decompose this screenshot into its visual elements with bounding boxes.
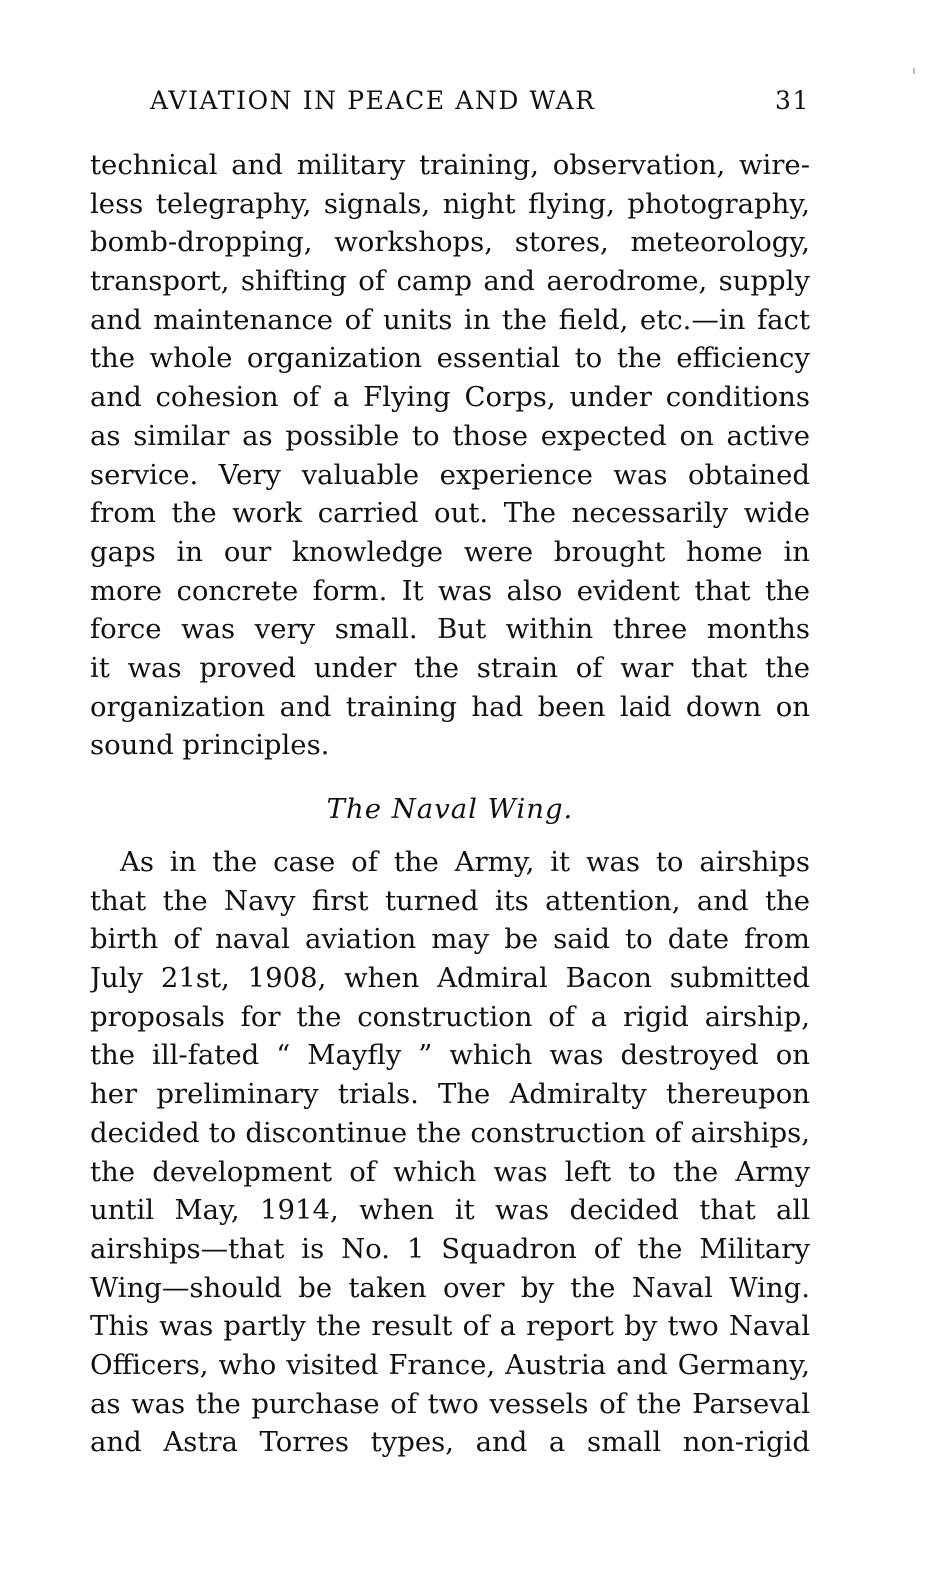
text-line: the development of which was left to the Army xyxy=(90,1155,810,1188)
text-line: and cohesion of a Flying Corps, under conditions xyxy=(90,381,810,414)
text-line: from the work carried out. The necessarily wide xyxy=(90,497,810,530)
text-line: less telegraphy, signals, night flying, photography, xyxy=(90,187,810,220)
section-heading: The Naval Wing. xyxy=(326,793,574,825)
text-line: and maintenance of units in the field, etc.—in fact xyxy=(90,303,810,336)
text-line: until May, 1914, when it was decided that all xyxy=(90,1194,810,1227)
text-line: bomb-dropping, workshops, stores, meteorology, xyxy=(90,226,810,259)
text-line: This was partly the result of a report by two Naval xyxy=(90,1310,810,1343)
paragraph-continued xyxy=(90,146,810,765)
text-line: gaps in our knowledge were brought home in xyxy=(90,535,810,568)
text-line: and Astra Torres types, and a small non-rigid xyxy=(90,1426,810,1459)
text-line: birth of naval aviation may be said to date from xyxy=(90,923,810,956)
text-line: sound principles. xyxy=(90,729,330,762)
text-line: it was proved under the strain of war that the xyxy=(90,651,810,684)
text-line: that the Navy first turned its attention, and the xyxy=(90,884,810,917)
text-line: Wing—should be taken over by the Naval Wing. xyxy=(90,1271,810,1304)
text-line: July 21st, 1908, when Admiral Bacon submitted xyxy=(90,962,810,995)
text-line: her preliminary trials. The Admiralty thereupon xyxy=(90,1078,810,1111)
page-number: 31 xyxy=(774,86,810,115)
text-line: force was very small. But within three months xyxy=(90,613,810,646)
text-line: more concrete form. It was also evident that the xyxy=(90,574,810,607)
running-head-title: AVIATION IN PEACE AND WAR xyxy=(150,86,596,115)
text-line: the ill-fated “ Mayfly ” which was destroyed on xyxy=(90,1039,810,1072)
text-line: proposals for the construction of a rigid airship, xyxy=(90,1000,810,1033)
text-line: As in the case of the Army, it was to airships xyxy=(120,846,810,878)
scan-edge-mark xyxy=(913,68,915,74)
text-line: as similar as possible to those expected on active xyxy=(90,419,810,452)
text-line: organization and training had been laid down on xyxy=(90,690,810,723)
text-line: the whole organization essential to the efficiency xyxy=(90,342,810,375)
text-line: transport, shifting of camp and aerodrome, supply xyxy=(90,265,810,298)
text-line: airships—that is No. 1 Squadron of the Military xyxy=(90,1232,810,1265)
text-line: service. Very valuable experience was obtained xyxy=(90,458,810,491)
paragraph-naval-wing xyxy=(90,843,810,1462)
text-line: decided to discontinue the construction of airships, xyxy=(90,1116,810,1149)
text-line: technical and military training, observation, wire- xyxy=(90,149,810,181)
text-line: Officers, who visited France, Austria and Germany, xyxy=(90,1348,810,1381)
text-line: as was the purchase of two vessels of the Parseval xyxy=(90,1387,810,1420)
running-head xyxy=(90,86,810,126)
